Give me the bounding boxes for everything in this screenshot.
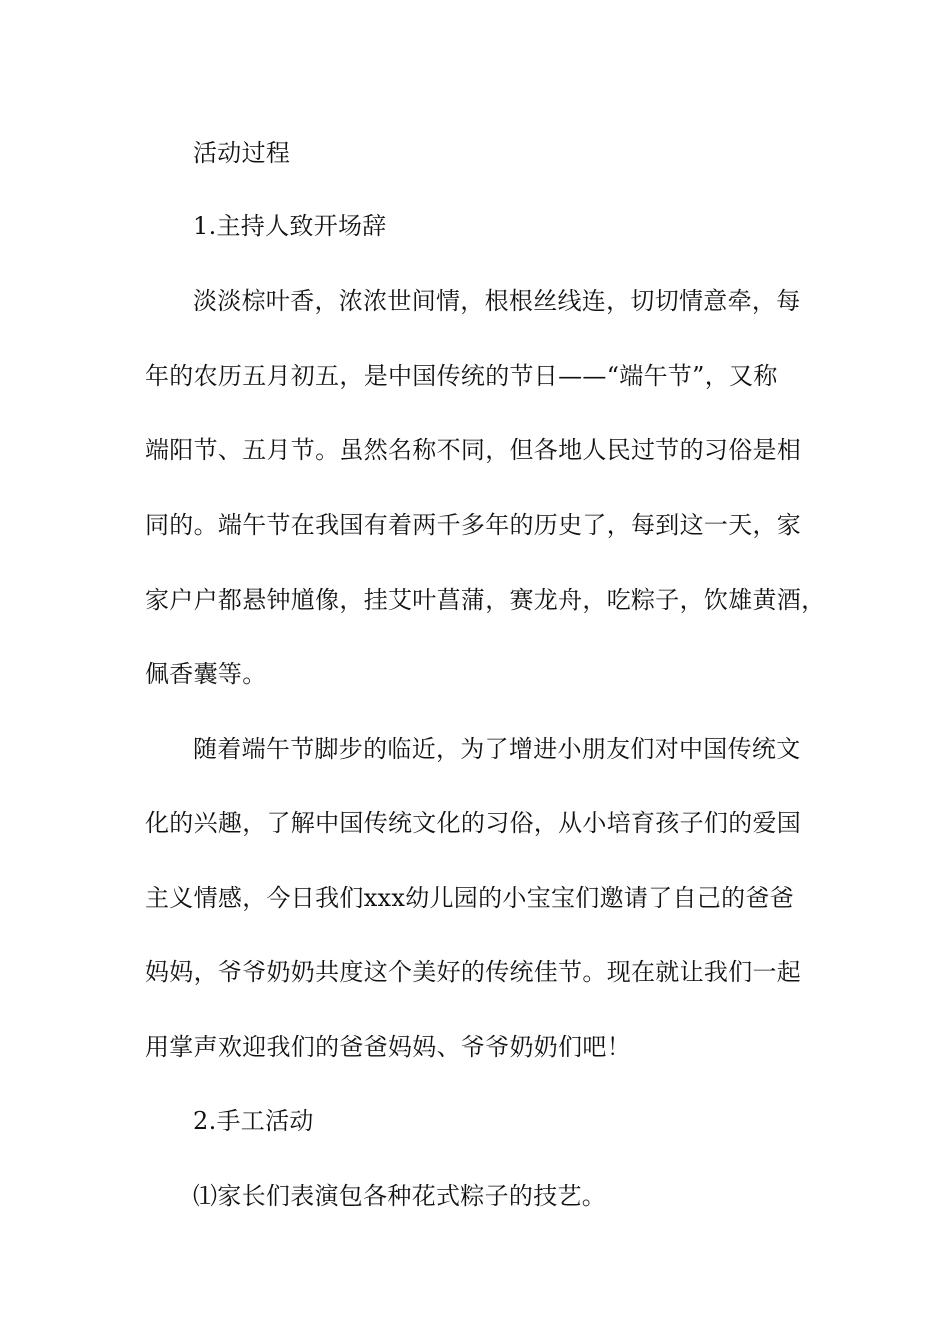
list-item: ⑴家长们表演包各种花式粽子的技艺。 bbox=[193, 1182, 607, 1210]
paragraph-line: 家户户都悬钟馗像，挂艾叶菖蒲，赛龙舟，吃粽子，饮雄黄酒， bbox=[145, 586, 826, 614]
paragraph-line: 随着端午节脚步的临近，为了增进小朋友们对中国传统文 bbox=[193, 735, 801, 763]
paragraph-line: 佩香囊等。 bbox=[145, 660, 267, 688]
heading-activity-process: 活动过程 bbox=[193, 139, 291, 167]
paragraph-line: 端阳节、五月节。虽然名称不同，但各地人民过节的习俗是相 bbox=[145, 436, 802, 464]
paragraph-line: 化的兴趣，了解中国传统文化的习俗，从小培育孩子们的爱国 bbox=[145, 809, 802, 837]
section-title-handcraft: 2.手工活动 bbox=[193, 1107, 314, 1135]
paragraph-line: 用掌声欢迎我们的爸爸妈妈、爷爷奶奶们吧！ bbox=[145, 1033, 631, 1061]
paragraph-line: 年的农历五月初五，是中国传统的节日——“端午节”，又称 bbox=[145, 362, 778, 390]
paragraph-line: 主义情感，今日我们xxx幼儿园的小宝宝们邀请了自己的爸爸 bbox=[145, 884, 795, 912]
section-title-opening-speech: 1.主持人致开场辞 bbox=[193, 212, 387, 240]
paragraph-line: 同的。端午节在我国有着两千多年的历史了，每到这一天，家 bbox=[145, 511, 802, 539]
paragraph-line: 淡淡棕叶香，浓浓世间情，根根丝线连，切切情意牵，每 bbox=[193, 287, 801, 315]
paragraph-line: 妈妈，爷爷奶奶共度这个美好的传统佳节。现在就让我们一起 bbox=[145, 958, 802, 986]
